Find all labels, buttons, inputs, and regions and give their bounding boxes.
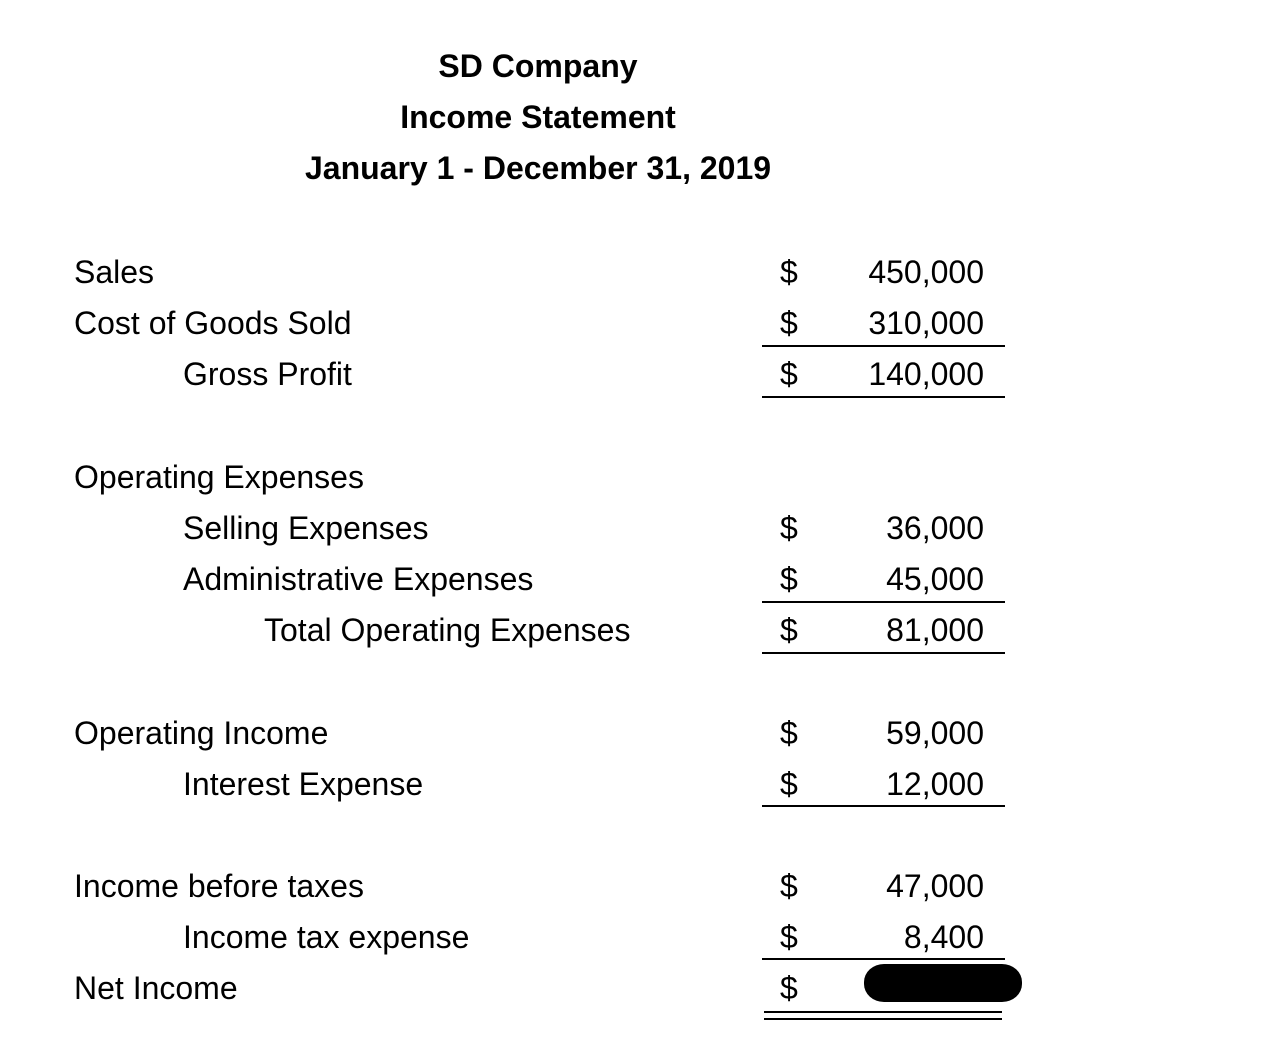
row-operating-expenses-heading	[0, 457, 1286, 509]
currency-symbol: $	[780, 305, 798, 341]
underline-rule	[762, 345, 1005, 347]
redacted-net-income-mark	[864, 964, 1022, 1002]
company-name: SD Company	[438, 48, 638, 84]
row-label: Interest Expense	[183, 766, 424, 802]
row-amount: 310,000	[868, 305, 984, 341]
row-income-tax-expense	[0, 917, 1286, 969]
row-gross-profit	[0, 354, 1286, 406]
underline-rule	[762, 396, 1005, 398]
row-label: Income before taxes	[74, 868, 364, 904]
row-label: Net Income	[74, 970, 238, 1006]
row-amount: 12,000	[886, 766, 984, 802]
currency-symbol: $	[780, 561, 798, 597]
currency-symbol: $	[780, 766, 798, 802]
row-label: Total Operating Expenses	[264, 612, 631, 648]
underline-rule	[762, 958, 1005, 960]
currency-symbol: $	[780, 612, 798, 648]
row-cost-of-goods-sold	[0, 303, 1286, 355]
row-net-income	[0, 968, 1286, 1020]
row-label: Gross Profit	[183, 356, 352, 392]
row-label: Sales	[74, 254, 155, 290]
row-label: Operating Expenses	[74, 459, 364, 495]
underline-rule	[762, 601, 1005, 603]
row-total-operating-expenses	[0, 610, 1286, 662]
row-label: Operating Income	[74, 715, 329, 751]
row-amount: 81,000	[886, 612, 984, 648]
underline-rule	[762, 805, 1005, 807]
row-interest-expense	[0, 764, 1286, 816]
statement-title: Income Statement	[400, 99, 676, 135]
double-underline-rule	[764, 1011, 1002, 1020]
row-label: Cost of Goods Sold	[74, 305, 352, 341]
currency-symbol: $	[780, 356, 798, 392]
row-selling-expenses	[0, 508, 1286, 560]
statement-period: January 1 - December 31, 2019	[304, 150, 772, 186]
row-amount: 140,000	[868, 356, 984, 392]
row-operating-income	[0, 713, 1286, 765]
row-amount: 8,400	[903, 919, 984, 955]
currency-symbol: $	[780, 919, 798, 955]
underline-rule	[762, 652, 1005, 654]
currency-symbol: $	[780, 254, 798, 290]
row-label: Selling Expenses	[183, 510, 429, 546]
currency-symbol: $	[780, 715, 798, 751]
row-amount: 59,000	[886, 715, 984, 751]
row-amount: 36,000	[886, 510, 984, 546]
row-income-before-taxes	[0, 866, 1286, 918]
row-amount: 47,000	[886, 868, 984, 904]
currency-symbol: $	[780, 970, 798, 1006]
row-amount: 45,000	[886, 561, 984, 597]
row-label: Income tax expense	[183, 919, 470, 955]
row-sales	[0, 252, 1286, 304]
currency-symbol: $	[780, 510, 798, 546]
row-amount: 450,000	[868, 254, 984, 290]
currency-symbol: $	[780, 868, 798, 904]
row-label: Administrative Expenses	[183, 561, 534, 597]
row-administrative-expenses	[0, 559, 1286, 611]
